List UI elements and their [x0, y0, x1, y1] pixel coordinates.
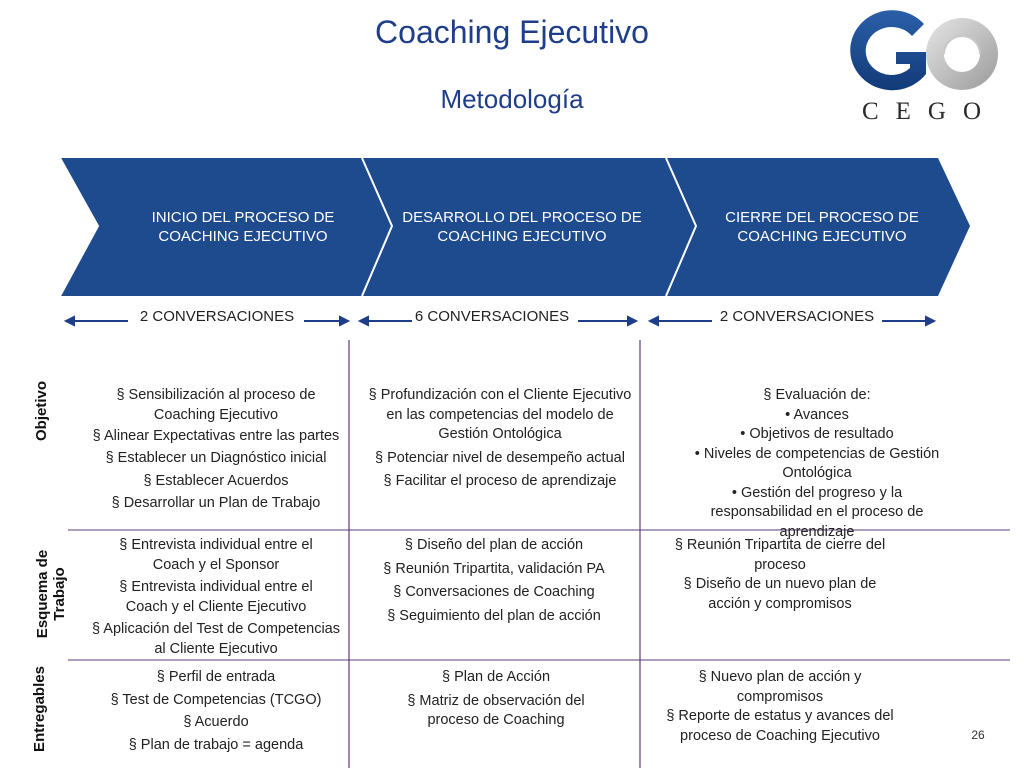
row-label-objetivo: Objetivo: [33, 381, 50, 442]
list-item: § Plan de trabajo = agenda: [128, 736, 304, 753]
page-number: 26: [971, 728, 985, 742]
list-item: § Conversaciones de Coaching: [393, 584, 595, 600]
list-item: § Acuerdo: [183, 714, 249, 730]
list-item: § Establecer un Diagnóstico inicial: [105, 449, 327, 466]
esquema-inicio: [86, 536, 346, 659]
list-item: § Reporte de estatus y avances del proceso de Coaching Ejecutivo: [666, 708, 894, 744]
list-item: § Establecer Acuerdos: [143, 473, 289, 489]
list-item: • Avances: [785, 406, 849, 423]
list-item: § Seguimiento del plan de acción: [387, 607, 601, 624]
list-item: § Nuevo plan de acción y compromisos: [698, 669, 862, 705]
esquema-cierre: [650, 536, 910, 614]
list-item: § Potenciar nivel de desempeño actual: [375, 449, 625, 466]
list-item: § Alinear Expectativas entre las partes: [92, 428, 340, 444]
page-title: Coaching Ejecutivo: [375, 14, 649, 50]
objetivo-inicio: [86, 386, 346, 513]
list-item: § Reunión Tripartita de cierre del proceso: [674, 537, 886, 573]
entregables-desarrollo: [376, 668, 616, 731]
list-item: § Plan de Acción: [441, 669, 551, 685]
phase-label-inicio: INICIO DEL PROCESO DE COACHING EJECUTIVO: [151, 209, 335, 245]
list-item: § Reunión Tripartita, validación PA: [383, 560, 605, 577]
page-subtitle: Metodología: [440, 84, 584, 114]
list-item: • Gestión del progreso y la responsabilidad en el proceso de aprendizaje: [710, 484, 924, 540]
list-item: § Aplicación del Test de Competencias al Cliente Ejecutivo: [92, 621, 340, 657]
list-item: • Niveles de competencias de Gestión Ontológica: [694, 445, 940, 481]
list-item: § Entrevista individual entre el Coach y el Sponsor: [119, 537, 313, 573]
list-item: § Entrevista individual entre el Coach y el Cliente Ejecutivo: [119, 579, 313, 615]
list-item: • Objetivos de resultado: [740, 426, 894, 442]
entregables-cierre: [646, 668, 914, 746]
phase-label-cierre: CIERRE DEL PROCESO DE COACHING EJECUTIVO: [725, 209, 919, 245]
list-item: § Matriz de observación del proceso de Coaching: [407, 692, 585, 728]
esquema-desarrollo: [360, 536, 628, 626]
objetivo-cierre: [662, 386, 972, 542]
row-label-entregables: Entregables: [31, 666, 48, 752]
list-item: § Diseño del plan de acción: [404, 537, 584, 553]
conversations-inicio: 2 CONVERSACIONES: [139, 308, 295, 325]
list-item: § Profundización con el Cliente Ejecutivo en las competencias del modelo de Gestión Ontológica: [368, 387, 632, 442]
list-item: § Sensibilización al proceso de Coaching Ejecutivo: [116, 387, 316, 423]
list-item: § Facilitar el proceso de aprendizaje: [383, 473, 617, 489]
list-item: § Diseño de un nuevo plan de acción y compromisos: [683, 576, 877, 612]
list-item: § Test de Competencias (TCGO): [110, 691, 322, 708]
row-label-esquema: Esquema de Trabajo: [34, 549, 68, 639]
conversations-cierre: 2 CONVERSACIONES: [719, 308, 875, 325]
conversations-desarrollo: 6 CONVERSACIONES: [414, 308, 570, 325]
list-item: § Perfil de entrada: [156, 669, 276, 685]
objetivo-desarrollo: [366, 386, 634, 492]
list-item: § Desarrollar un Plan de Trabajo: [111, 494, 321, 511]
phase-label-desarrollo: DESARROLLO DEL PROCESO DE COACHING EJECUTIVO: [402, 209, 642, 245]
list-item: § Evaluación de:: [763, 387, 871, 403]
logo-text: CEGO: [861, 98, 999, 125]
entregables-inicio: [86, 668, 346, 755]
